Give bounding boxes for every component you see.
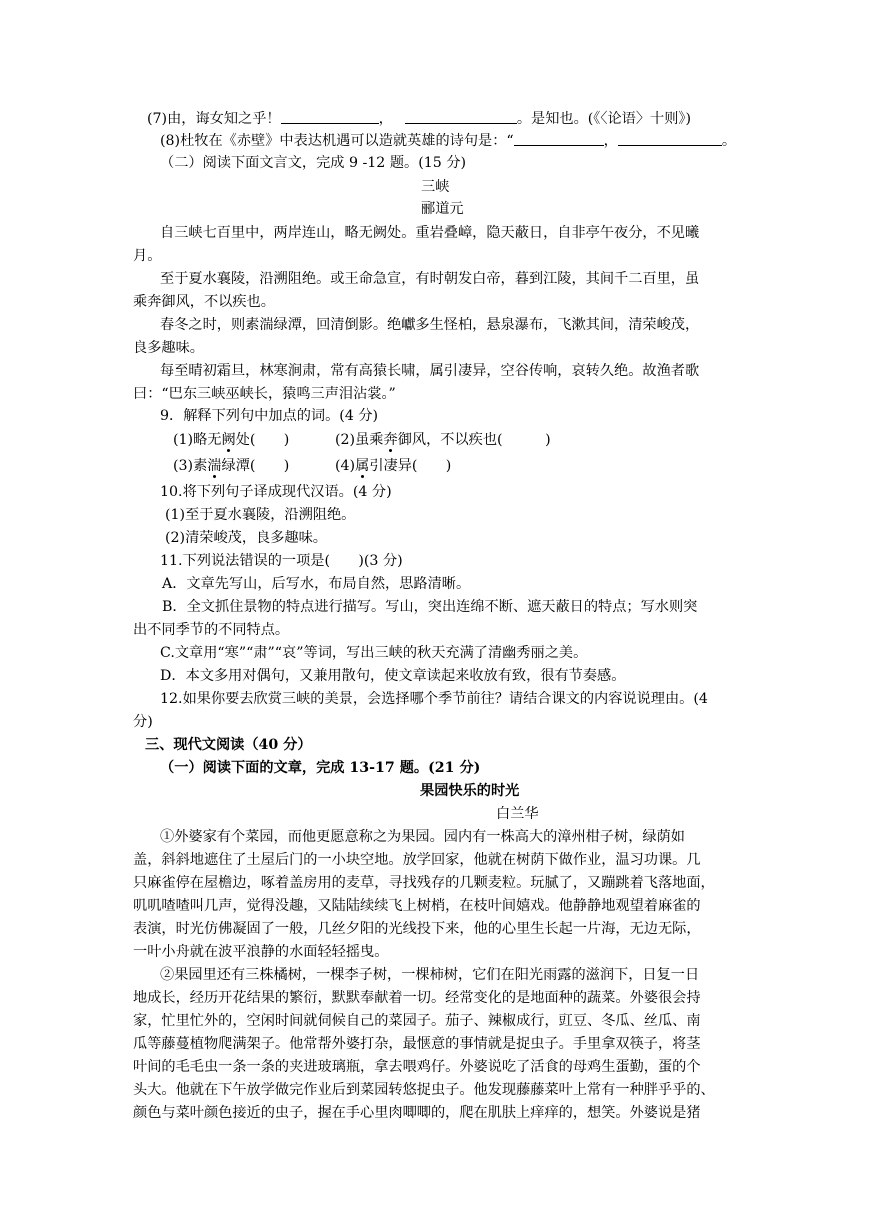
poem-para-1-line-2: 月。 — [133, 248, 162, 264]
article-author: 白兰华 — [496, 806, 539, 822]
article-line: 盖，斜斜地遮住了土屋后门的一小块空地。放学回家，他就在树荫下做作业，温习功课。几 — [133, 852, 701, 868]
q9-item-2-dotted-word: 奔 — [383, 432, 398, 448]
q9-item-1-pre: (1)略无 — [173, 432, 222, 448]
poem-para-3-line-1: 春冬之时，则素湍绿潭，回清倒影。绝巘多生怪柏，悬泉瀑布，飞漱其间，清荣峻茂， — [160, 317, 700, 333]
poem-para-2-line-2: 乘奔御风，不以疾也。 — [133, 294, 275, 310]
question-11-stem: 11.下列说法错误的一项是( )(3 分) — [160, 553, 403, 569]
fill-blank-3[interactable] — [514, 131, 604, 146]
q8-tail: 。 — [721, 133, 737, 149]
q9-item-3-pre: (3)素 — [173, 458, 208, 474]
q9-item-4-dotted-word: 属 — [355, 458, 370, 474]
q7-text: (7)由，诲女知之乎！ — [147, 111, 281, 127]
q9-item-2-pre: (2)虽乘 — [335, 432, 384, 448]
poem-para-1-line-1: 自三峡七百里中，两岸连山，略无阙处。重岩叠嶂，隐天蔽日，自非亭午夜分，不见曦 — [160, 225, 700, 241]
q9-item-3 — [173, 455, 289, 477]
section-2-intro: （二）阅读下面文言文，完成 9 -12 题。(15 分) — [160, 155, 467, 171]
article-line: ①外婆家有个菜园，而他更愿意称之为果园。园内有一株高大的漳州柑子树，绿荫如 — [160, 829, 685, 845]
question-8 — [160, 130, 736, 152]
article-line: 只麻雀停在屋檐边，啄着盖房用的麦草，寻找残存的几颗麦粒。玩腻了，又蹦跳着飞落地面， — [133, 875, 715, 891]
q9-item-1 — [173, 429, 289, 451]
q9-item-4 — [335, 455, 451, 477]
question-10-stem: 10.将下列句子译成现代汉语。(4 分) — [160, 484, 392, 500]
q11-option-d: D．本文多用对偶句，又兼用散句，使文章读起来收放有致，很有节奏感。 — [160, 668, 626, 684]
poem-title: 三峡 — [421, 179, 450, 195]
q9-item-4-post: 引凄异( ) — [369, 458, 452, 474]
article-line: 家，忙里忙外的，空闲时间就伺候自己的菜园子。茄子、辣椒成行，豇豆、冬瓜、丝瓜、南 — [133, 1013, 701, 1029]
q9-item-3-dotted-word: 湍 — [207, 458, 222, 474]
poem-para-2-line-1: 至于夏水襄陵，沿溯阻绝。或王命急宣，有时朝发白帝，暮到江陵，其间千二百里，虽 — [160, 271, 700, 287]
q7-comma: ， — [378, 111, 393, 127]
poem-author: 郦道元 — [421, 201, 464, 217]
article-line: 叽叽喳喳叫几声，觉得没趣，又陆陆续续飞上树梢，在枝叶间嬉戏。他静静地观望着麻雀的 — [133, 898, 701, 914]
section-3-heading: 三、现代文阅读（40 分） — [145, 737, 312, 753]
q9-item-1-dotted-word: 阙 — [221, 432, 236, 448]
article-line: 瓜等藤蔓植物爬满架子。他常帮外婆打杂，最惬意的事情就是捉虫子。手里拿双筷子，将茎 — [133, 1036, 701, 1052]
q9-item-1-post: 处( ) — [235, 432, 290, 448]
q9-item-2 — [335, 429, 551, 451]
q10-sentence-1: (1)至于夏水襄陵，沿溯阻绝。 — [165, 507, 356, 523]
q9-item-3-post: 绿潭( ) — [221, 458, 290, 474]
section-3-sub-intro: （一）阅读下面的文章，完成 13-17 题。(21 分) — [160, 760, 481, 776]
q9-item-2-post: 御风，不以疾也( ) — [397, 432, 551, 448]
article-title: 果园快乐的时光 — [420, 783, 520, 799]
article-line: 地成长，经历开花结果的繁衍，默默奉献着一切。经常变化的是地面种的蔬菜。外婆很会持 — [133, 990, 701, 1006]
fill-blank-4[interactable] — [618, 131, 722, 146]
fill-blank-1[interactable] — [281, 109, 379, 124]
q11-option-c: C.文章用“寒”“肃”“哀”等词，写出三峡的秋天充满了清幽秀丽之美。 — [160, 645, 588, 661]
q11-option-b-line-1: B．全文抓住景物的特点进行描写。写山，突出连绵不断、遮天蔽日的特点；写水则突 — [162, 599, 698, 615]
question-7 — [147, 108, 691, 130]
question-12-line-2: 分) — [133, 714, 153, 730]
article-line: 头大。他就在下午放学做完作业后到菜园转悠捉虫子。他发现藤藤菜叶上常有一种胖乎乎的、 — [133, 1082, 715, 1098]
poem-para-3-line-2: 良多趣味。 — [133, 340, 204, 356]
q9-item-4-pre: (4) — [335, 458, 356, 474]
poem-para-4-line-1: 每至晴初霜旦，林寒涧肃，常有高猿长啸，属引凄异，空谷传响，哀转久绝。故渔者歌 — [160, 363, 700, 379]
article-line: 颜色与菜叶颜色接近的虫子，握在手心里肉唧唧的，爬在肌肤上痒痒的，想笑。外婆说是猪 — [133, 1105, 701, 1121]
question-9-stem: 9．解释下列句中加点的词。(4 分) — [160, 408, 379, 424]
article-line: 表演，时光仿佛凝固了一般，几丝夕阳的光线投下来，他的心里生长起一片海，无边无际， — [133, 921, 701, 937]
question-12-line-1: 12.如果你要去欣赏三峡的美景，会选择哪个季节前往？请结合课文的内容说说理由。(4 — [160, 691, 708, 707]
q8-text: (8)杜牧在《赤壁》中表达机遇可以造就英雄的诗句是：“ — [160, 133, 514, 149]
article-line: ②果园里还有三株橘树，一棵李子树，一棵柿树，它们在阳光雨露的滋润下，日复一日 — [160, 967, 700, 983]
q7-tail: 。是知也。(《〈论语〉十则》) — [516, 111, 692, 127]
q8-comma: ， — [603, 133, 618, 149]
article-line: 叶间的毛毛虫一条一条的夹进玻璃瓶，拿去喂鸡仔。外婆说吃了活食的母鸡生蛋勤，蛋的个 — [133, 1059, 701, 1075]
q11-option-b-line-2: 出不同季节的不同特点。 — [133, 622, 290, 638]
q10-sentence-2: (2)清荣峻茂，良多趣味。 — [165, 530, 327, 546]
q11-option-a: A．文章先写山，后写水，布局自然，思路清晰。 — [162, 576, 471, 592]
article-line: 一叶小舟就在波平浪静的水面轻轻摇曳。 — [133, 944, 389, 960]
poem-para-4-line-2: 曰：“巴东三峡巫峡长，猿鸣三声泪沾裳。” — [133, 386, 396, 402]
fill-blank-2[interactable] — [405, 109, 517, 124]
